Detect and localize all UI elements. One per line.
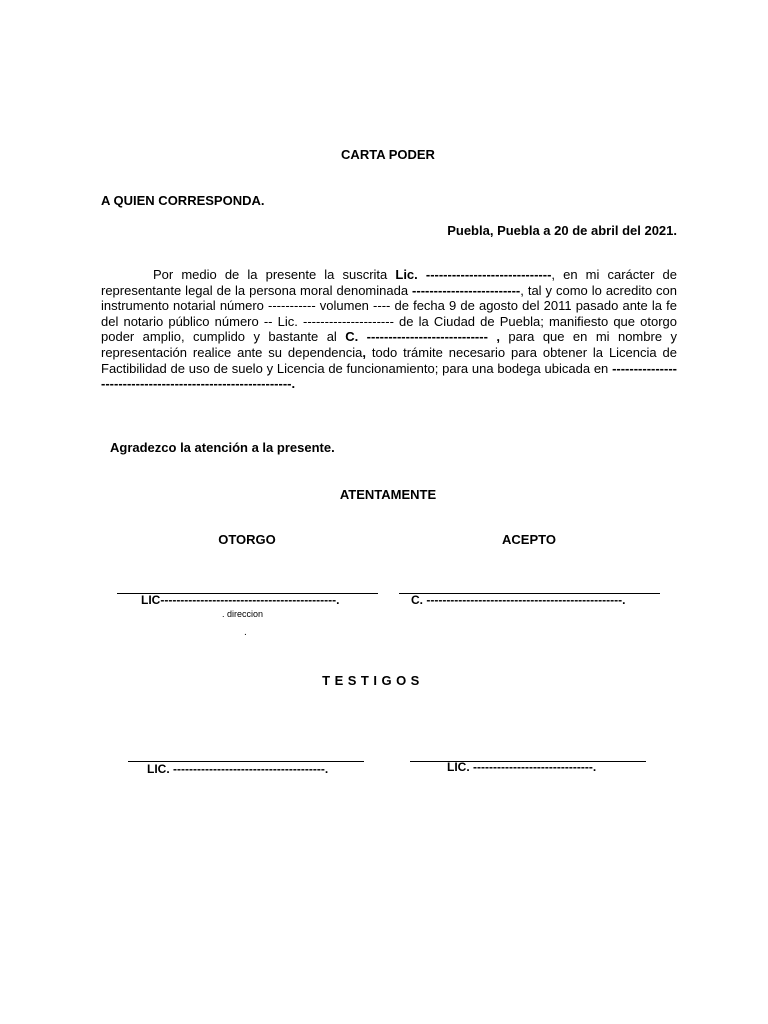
body-paragraph bbox=[101, 267, 677, 392]
body-bold-3: C. ---------------------------- , bbox=[345, 329, 500, 345]
otorgo-signatory-name: LIC--------------------------------------------. bbox=[141, 593, 340, 607]
document-title: CARTA PODER bbox=[341, 147, 435, 162]
body-text-3: , tal y como lo acredito con instrumento notarial número ----------- volumen ---- de fecha 9 de agosto del 2011 pasado ante la fe del notario público número -- Lic. --------------------- de la Ciudad de Puebla; manifiesto que otorgo poder amplio, cumplido y bastante al bbox=[101, 282, 677, 345]
thanks-line: Agradezco la atención a la presente. bbox=[110, 440, 335, 455]
closing-line: ATENTAMENTE bbox=[339, 487, 437, 502]
place-date: Puebla, Puebla a 20 de abril del 2021. bbox=[447, 223, 677, 238]
body-text-5: todo trámite necesario para obtener la Licencia de Factibilidad de uso de suelo y Licencia de funcionamiento; para una bodega ubicada en bbox=[101, 344, 677, 376]
witnesses-heading: TESTIGOS bbox=[322, 673, 424, 688]
greeting: A QUIEN CORRESPONDA. bbox=[101, 193, 265, 208]
acepto-label: ACEPTO bbox=[502, 532, 556, 547]
body-bold-5: -----------------------------------------------------------. bbox=[101, 360, 677, 392]
body-text-1: Por medio de la presente la suscrita bbox=[153, 267, 396, 282]
body-text-4: para que en mi nombre y representación realice ante su dependencia bbox=[101, 329, 677, 360]
witness2-name: LIC. ------------------------------. bbox=[447, 760, 597, 774]
witness1-name: LIC. --------------------------------------. bbox=[147, 762, 329, 776]
otorgo-dot: . bbox=[244, 627, 247, 638]
body-bold-1: Lic. ----------------------------- bbox=[395, 267, 552, 282]
body-text-2: , en mi carácter de representante legal de la persona moral denominada bbox=[101, 267, 678, 298]
body-bold-4: , bbox=[362, 344, 367, 360]
acepto-signatory-name: C. -------------------------------------------------. bbox=[411, 593, 626, 607]
otorgo-address: . direccion bbox=[222, 609, 264, 619]
body-bold-2: ------------------------- bbox=[412, 282, 521, 298]
otorgo-label: OTORGO bbox=[218, 532, 276, 547]
